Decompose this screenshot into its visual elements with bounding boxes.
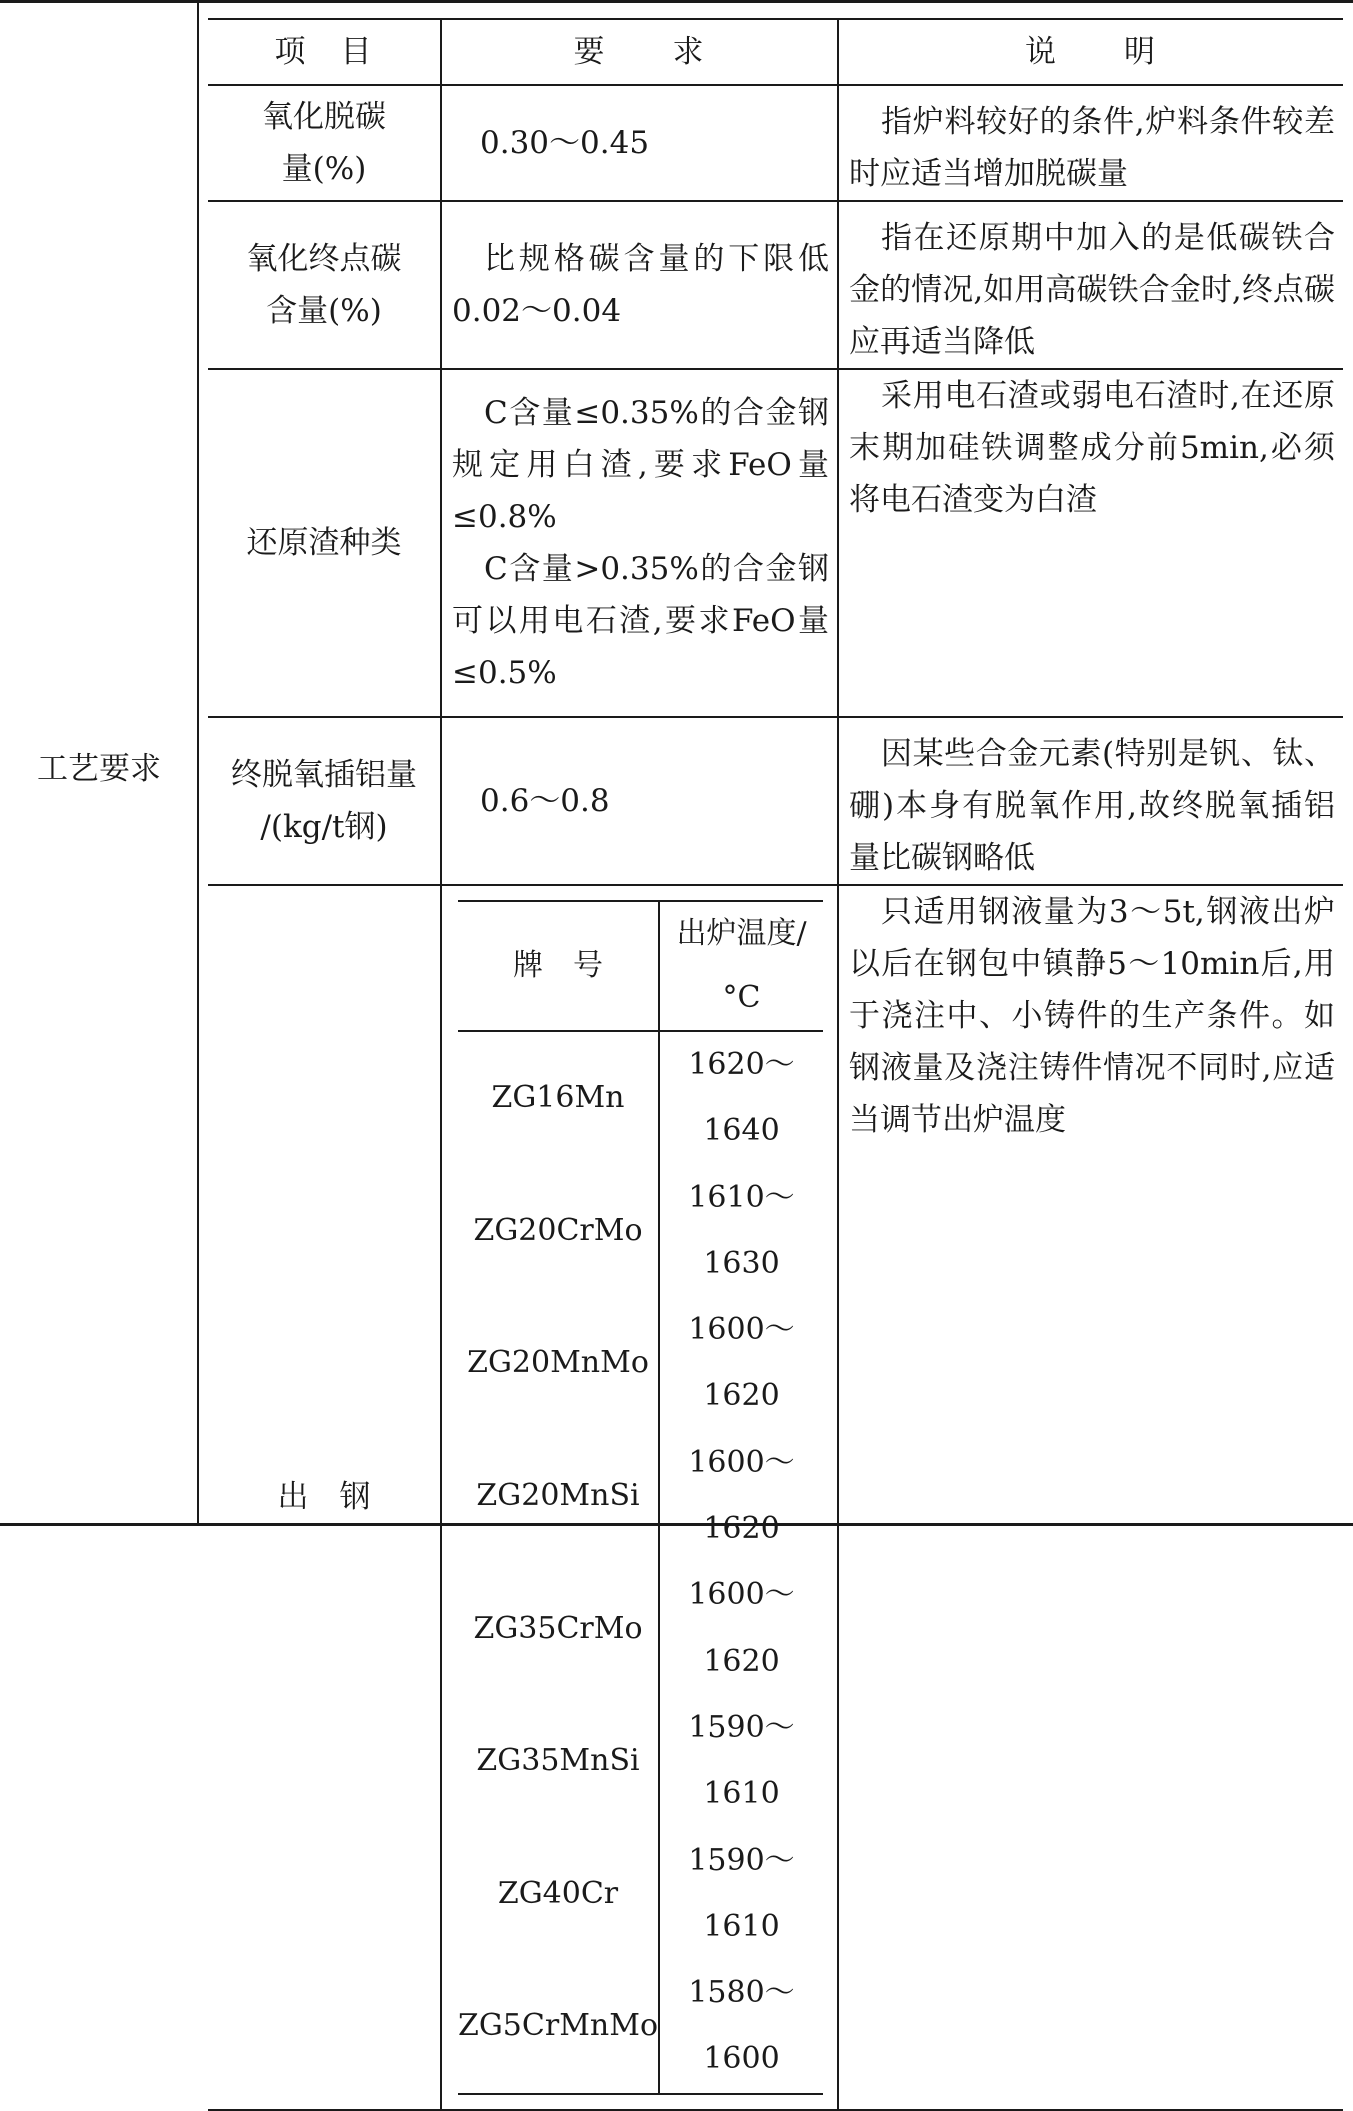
row-item: 还原渣种类	[208, 369, 441, 717]
header-requirement: 要 求	[441, 19, 838, 85]
table-row	[208, 885, 1343, 2110]
sub-header-grade: 牌 号	[458, 901, 659, 1031]
sub-table-row: ZG16Mn 1620～1640	[458, 1031, 823, 1165]
sub-header-row	[458, 901, 823, 1031]
row-note: 因某些合金元素(特别是钒、钛、硼)本身有脱氧作用,故终脱氧插铝量比碳钢略低	[838, 717, 1343, 885]
header-note: 说 明	[838, 19, 1343, 85]
sub-table-row: ZG35CrMo 1600～1620	[458, 1562, 823, 1695]
sub-table-row: ZG5CrMnMo 1580～1600	[458, 1960, 823, 2094]
header-item: 项 目	[208, 19, 441, 85]
sub-table-row: ZG20MnSi 1600～1620	[458, 1430, 823, 1563]
sub-table-row: ZG35MnSi 1590～1610	[458, 1695, 823, 1828]
row-note: 指炉料较好的条件,炉料条件较差时应适当增加脱碳量	[838, 85, 1343, 201]
top-border	[0, 0, 1353, 3]
sub-table-row: ZG20MnMo 1600～1620	[458, 1297, 823, 1430]
row-requirement	[441, 885, 838, 2110]
row-requirement: 比规格碳含量的下限低0.02～0.04	[441, 201, 838, 369]
row-note: 只适用钢液量为3～5t,钢液出炉以后在钢包中镇静5～10min后,用于浇注中、小铸件的生产条件。如钢液量及浇注铸件情况不同时,应适当调节出炉温度	[838, 885, 1343, 2110]
tapping-temperature-table	[458, 900, 823, 2095]
table-row	[208, 369, 1343, 717]
sub-table-row: ZG20CrMo 1610～1630	[458, 1165, 823, 1298]
table-row	[208, 717, 1343, 885]
process-requirements-table	[208, 18, 1343, 2111]
row-item: 氧化终点碳 含量(%)	[208, 201, 441, 369]
table-row	[208, 85, 1343, 201]
row-note: 采用电石渣或弱电石渣时,在还原末期加硅铁调整成分前5min,必须将电石渣变为白渣	[838, 369, 1343, 717]
sub-header-temp: 出炉温度/°C	[659, 901, 823, 1031]
row-requirement: 0.30～0.45	[441, 85, 838, 201]
sub-table-row: ZG40Cr 1590～1610	[458, 1828, 823, 1961]
table-row	[208, 201, 1343, 369]
row-item: 出 钢	[208, 885, 441, 2110]
row-requirement: C含量≤0.35%的合金钢规定用白渣,要求FeO量≤0.8% C含量>0.35%的合金钢可以用电石渣,要求FeO量≤0.5%	[441, 369, 838, 717]
row-item: 终脱氧插铝量 /(kg/t钢)	[208, 717, 441, 885]
row-note: 指在还原期中加入的是低碳铁合金的情况,如用高碳铁合金时,终点碳应再适当降低	[838, 201, 1343, 369]
header-row	[208, 19, 1343, 85]
section-label: 工艺要求	[37, 750, 161, 787]
row-requirement: 0.6～0.8	[441, 717, 838, 885]
row-item: 氧化脱碳 量(%)	[208, 85, 441, 201]
